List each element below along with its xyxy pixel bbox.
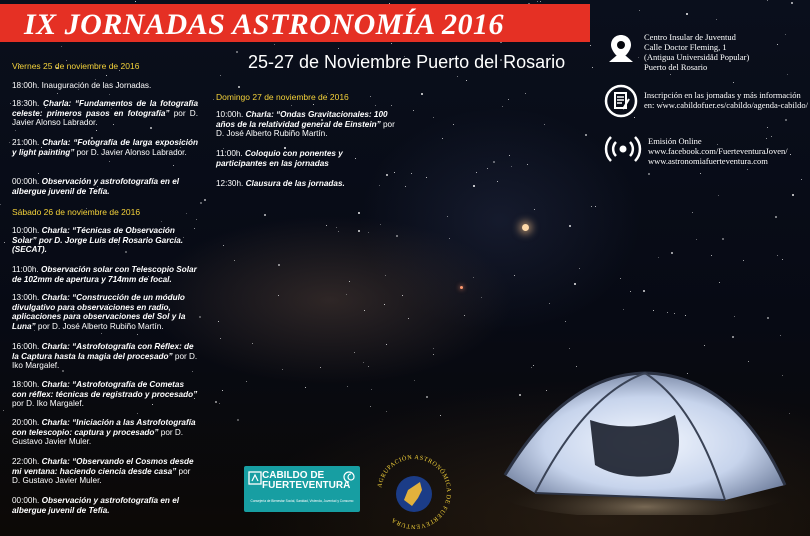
program-item: 12:30h. Clausura de las jornadas.: [216, 179, 345, 188]
star: [234, 260, 235, 261]
star: [57, 93, 58, 94]
star: [278, 295, 279, 296]
star: [96, 130, 97, 131]
star: [716, 19, 717, 20]
star: [347, 386, 348, 387]
star: [426, 396, 428, 398]
program-item: 18:00h. Charla: “Astrofotografía de Cometas con réflex: técnicas de registrado y procesado” por D. Iko Margalef.: [12, 380, 198, 409]
star: [481, 297, 482, 298]
star: [0, 204, 1, 205]
location-pin-icon: [604, 32, 638, 66]
star: [785, 119, 787, 121]
star: [509, 155, 510, 156]
star: [358, 212, 360, 214]
star: [192, 371, 193, 372]
star: [667, 312, 668, 313]
red-planet: [460, 286, 463, 289]
star: [204, 199, 206, 201]
star: [349, 281, 350, 282]
star: [396, 235, 398, 237]
star: [767, 127, 768, 128]
star: [161, 221, 162, 222]
star: [336, 227, 337, 228]
star: [638, 57, 639, 58]
program-item: 21:00h. Charla: “Fotografía de larga exposición y light painting” por D. Javier Alonso Labrador.: [12, 138, 198, 157]
star: [700, 173, 701, 174]
star: [591, 206, 592, 207]
event-dates-location: 25-27 de Noviembre Puerto del Rosario: [248, 52, 566, 72]
star: [595, 206, 596, 207]
star: [358, 230, 360, 232]
star: [670, 74, 671, 75]
star: [719, 282, 720, 283]
saturday-heading: Sábado 26 de noviembre de 2016: [12, 207, 141, 217]
star: [426, 177, 427, 178]
star: [549, 303, 550, 304]
friday-heading: Viernes 25 de noviembre de 2016: [12, 61, 140, 71]
star: [291, 105, 292, 106]
star: [278, 264, 280, 266]
star: [718, 195, 719, 196]
star: [525, 93, 526, 94]
spiral-logo-icon: [342, 470, 356, 484]
star: [433, 354, 434, 355]
star: [466, 80, 467, 81]
star: [215, 401, 217, 403]
star: [10, 103, 11, 104]
star: [449, 238, 450, 239]
star: [380, 224, 381, 225]
star: [497, 181, 498, 182]
star: [658, 257, 659, 258]
star: [630, 291, 631, 292]
registration-info: Inscripción en las jornadas y más información en: www.cabildofuer.es/cabildo/agenda-cabildo/: [644, 90, 808, 110]
star: [220, 75, 221, 76]
star: [569, 348, 570, 349]
star: [592, 67, 593, 68]
star: [15, 130, 16, 131]
star: [411, 173, 412, 174]
star: [223, 245, 224, 246]
star: [186, 213, 187, 214]
star: [782, 259, 783, 260]
star: [671, 252, 673, 254]
sunday-heading: Domingo 27 de noviembre de 2016: [216, 92, 349, 102]
venue-address: Centro Insular de Juventud Calle Doctor Fleming, 1 (Antigua Universidad Popular) Puerto del Rosario: [644, 32, 750, 72]
star: [623, 309, 624, 310]
star: [544, 124, 545, 125]
star: [354, 352, 355, 353]
star: [370, 96, 371, 97]
star: [747, 169, 748, 170]
star: [639, 10, 640, 11]
star: [413, 110, 414, 111]
star: [363, 362, 364, 363]
illuminated-tent: [495, 365, 795, 515]
svg-text:AGRUPACIÓN ASTRONÓMICA DE FUER: AGRUPACIÓN ASTRONÓMICA DE FUERTEVENTURA: [376, 453, 453, 531]
star: [414, 380, 415, 381]
star: [473, 277, 474, 278]
star: [394, 172, 395, 173]
star: [246, 381, 247, 382]
star: [674, 313, 675, 314]
star: [433, 348, 434, 349]
star: [237, 419, 239, 421]
star: [252, 343, 253, 344]
star: [338, 231, 339, 232]
star: [305, 387, 306, 388]
star: [476, 172, 477, 173]
poster-title: IX JORNADAS ASTRONOMÍA 2016: [24, 8, 505, 41]
star: [579, 268, 580, 269]
star: [370, 406, 371, 407]
star: [787, 74, 788, 75]
star: [274, 44, 275, 45]
star: [218, 321, 219, 322]
star: [648, 173, 650, 175]
star: [537, 1, 538, 2]
star: [569, 225, 571, 227]
star: [338, 48, 339, 49]
star: [408, 318, 409, 319]
program-item: 10:00h. Charla: “Ondas Gravitacionales: 100 años de la relatividad general de Einstein” por D. José Alberto Rubiño Martín.: [216, 110, 395, 139]
star: [696, 239, 697, 240]
star: [692, 212, 693, 213]
star: [767, 317, 769, 319]
star: [511, 166, 512, 167]
star: [371, 389, 372, 390]
star: [801, 179, 802, 180]
program-item: 13:00h. Charla: “Construcción de un módulo divulgativo para observaciones en radio, aplicaciones para observaciones del Sol y la Luna” por D. José Alberto Rubiño Martín.: [12, 293, 186, 331]
star: [4, 242, 5, 243]
star: [574, 283, 576, 285]
program-item: 00:00h. Observación y astrofotografía en el albergue juvenil de Tefía.: [12, 177, 180, 196]
star: [368, 232, 369, 233]
star: [326, 225, 327, 226]
bright-planet: [522, 224, 529, 231]
star: [722, 238, 724, 240]
star: [493, 161, 495, 163]
star: [196, 219, 197, 220]
program-item: 10:00h. Charla: “Técnicas de Observación Solar” por D. Jorge Luis del Rosario García. (SECAT).: [12, 226, 184, 255]
registration-form-icon: [604, 84, 638, 118]
star: [653, 310, 654, 311]
star: [368, 366, 369, 367]
star: [375, 105, 376, 106]
star: [748, 361, 749, 362]
cabildo-fuerteventura-logo: CABILDO DE FUERTEVENTURA Consejería de Bienestar Social, Sanidad, Vivienda, Juventud y Consumo: [244, 466, 360, 512]
star: [791, 2, 793, 4]
star: [386, 344, 387, 345]
star: [685, 315, 686, 316]
star: [313, 104, 314, 105]
star: [711, 255, 712, 256]
program-item: 18:30h. Charla: “Fundamentos de la fotografía celeste: primeros pasos en fotografía” por D. Javier Alonso Labrador.: [12, 99, 198, 128]
star: [565, 321, 566, 322]
star: [402, 295, 403, 296]
star: [137, 334, 138, 335]
title-banner: [0, 4, 590, 42]
star: [704, 345, 705, 346]
star: [508, 99, 509, 100]
star: [213, 99, 214, 100]
star: [385, 275, 386, 276]
star: [514, 275, 515, 276]
broadcast-signal-icon: [604, 132, 642, 166]
star: [384, 304, 385, 305]
program-item: 11:00h. Observación solar con Telescopio Solar de 102mm de apertura y 714mm de focal.: [12, 265, 197, 284]
star: [777, 44, 778, 45]
star: [173, 165, 174, 166]
star: [200, 202, 202, 204]
star: [792, 194, 794, 196]
star: [109, 161, 110, 162]
star: [220, 338, 221, 339]
star: [502, 106, 503, 107]
star: [433, 117, 434, 118]
program-item: 16:00h. Charla: “Astrofotografía con Réflex: de la Captura hasta la magia del procesado” por D. Iko Margalef.: [12, 342, 198, 371]
star: [3, 410, 4, 411]
star: [386, 174, 388, 176]
star: [777, 255, 778, 256]
program-item: 00:00h. Observación y astrofotografía en el albergue juvenil de Tefía.: [12, 496, 180, 515]
star: [540, 1, 541, 2]
star: [238, 86, 240, 88]
cabildo-emblem-icon: [248, 471, 262, 485]
star: [464, 315, 465, 316]
star: [364, 310, 365, 311]
star: [264, 214, 266, 216]
star: [473, 185, 475, 187]
star: [236, 51, 238, 53]
star: [457, 76, 458, 77]
star: [137, 413, 138, 414]
star: [620, 278, 621, 279]
star: [732, 336, 734, 338]
star: [106, 75, 107, 76]
star: [282, 369, 283, 370]
star: [199, 316, 201, 318]
star: [95, 79, 96, 80]
star: [775, 216, 777, 218]
star: [733, 82, 734, 83]
star: [101, 333, 102, 334]
star: [527, 164, 528, 165]
star: [38, 173, 39, 174]
star: [780, 335, 781, 336]
star: [743, 260, 744, 261]
star: [320, 367, 321, 368]
star: [219, 403, 220, 404]
star: [686, 13, 688, 15]
star: [346, 294, 347, 295]
star: [421, 93, 423, 95]
star: [386, 411, 387, 412]
star: [440, 415, 441, 416]
star: [391, 105, 392, 106]
star: [442, 138, 443, 139]
program-item: 11:00h. Coloquio con ponentes y participantes en las jornadas: [216, 149, 343, 168]
star: [109, 94, 110, 95]
star: [135, 1, 136, 2]
program-item: 22:00h. Charla: “Observando el Cosmos desde mi ventana: haciendo ciencia desde casa” por D. Gustavo Javier Muler.: [12, 457, 194, 486]
star: [405, 186, 406, 187]
star: [790, 154, 791, 155]
star: [785, 34, 786, 35]
star: [585, 134, 587, 136]
astronomy-association-logo: [374, 452, 454, 532]
program-item: 20:00h. Charla: “Iniciación a las Astrofotografía con telescopio: captura y procesado” por D. Gustavo Javier Muler.: [12, 418, 196, 447]
star: [487, 168, 488, 169]
star: [534, 209, 535, 210]
star: [453, 124, 454, 125]
star: [734, 316, 735, 317]
star: [9, 142, 10, 143]
star: [767, 0, 768, 1]
star: [447, 216, 448, 217]
star: [61, 46, 62, 47]
broadcast-info: Emisión Online www.facebook.com/FuerteventuraJoven/ www.astronomiafuerteventura.com: [648, 136, 788, 166]
star: [222, 390, 223, 391]
star: [643, 290, 645, 292]
program-item: 18:00h. Inauguración de las Jornadas.: [12, 81, 152, 90]
star: [590, 45, 591, 46]
star: [391, 43, 392, 44]
